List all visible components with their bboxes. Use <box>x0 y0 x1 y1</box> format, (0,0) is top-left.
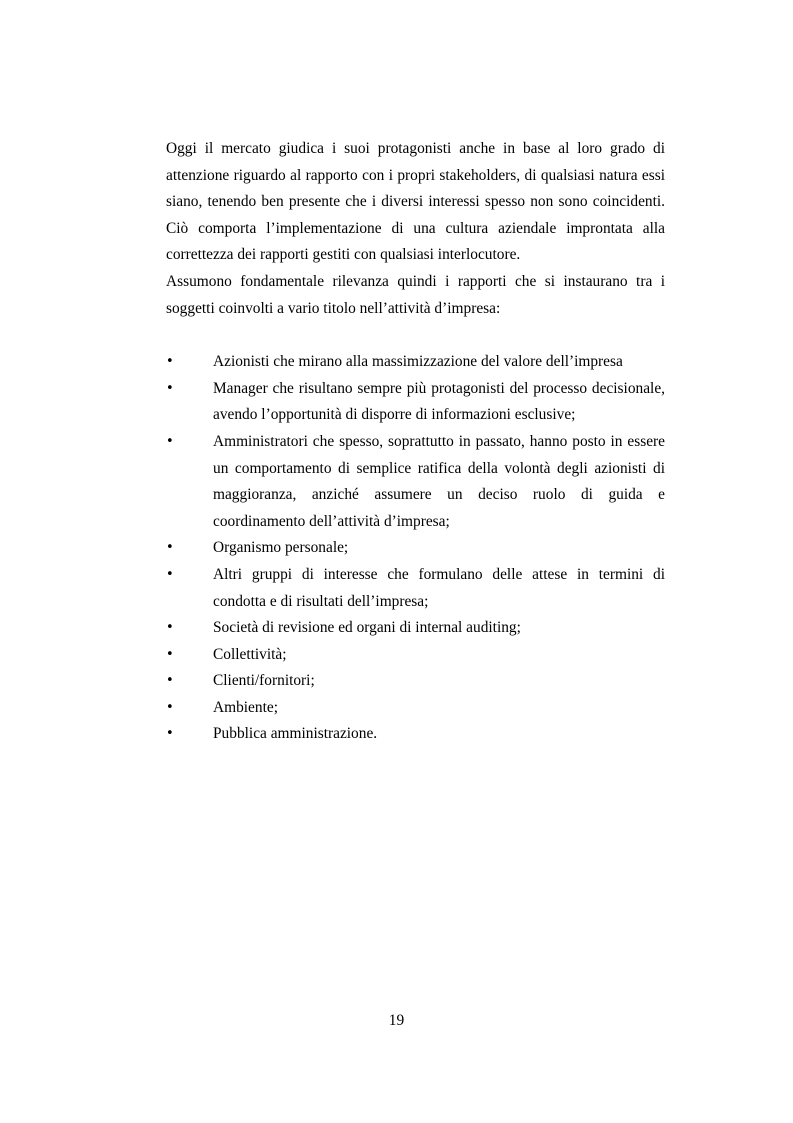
list-item <box>166 562 665 615</box>
list-item <box>166 429 665 535</box>
page-number: 19 <box>388 1012 405 1029</box>
bullet-icon: • <box>166 354 174 370</box>
list-item-text: un comportamento di semplice ratifica della volontà degli azionisti di <box>213 459 665 477</box>
list-item-text: Manager che risultano sempre più protagonisti del processo decisionale, <box>213 379 665 397</box>
list-item <box>166 695 665 722</box>
bullet-icon: • <box>166 566 174 582</box>
list-item-text: Ambiente; <box>213 698 278 716</box>
stakeholder-list <box>166 349 665 748</box>
list-item <box>166 615 665 642</box>
text-line: siano, tenendo ben presente che i diversi interessi spesso non sono coincidenti. <box>166 193 665 211</box>
list-item <box>166 668 665 695</box>
list-item <box>166 642 665 669</box>
text-line: Oggi il mercato giudica i suoi protagonisti anche in base al loro grado di <box>166 140 665 157</box>
body-text <box>166 136 665 748</box>
bullet-icon: • <box>166 646 174 662</box>
list-item-text: Amministratori che spesso, soprattutto in passato, hanno posto in essere <box>213 432 665 450</box>
list-item-text: Società di revisione ed organi di internal auditing; <box>213 619 521 637</box>
list-item-text: avendo l’opportunità di disporre di informazioni esclusive; <box>213 406 576 424</box>
bullet-icon: • <box>166 380 174 396</box>
text-line: Assumono fondamentale rilevanza quindi i rapporti che si instaurano tra i <box>166 272 665 290</box>
list-item <box>166 349 665 376</box>
list-item <box>166 721 665 748</box>
list-item-text: Collettività; <box>213 645 287 663</box>
bullet-icon: • <box>166 620 174 636</box>
bullet-icon: • <box>166 673 174 689</box>
bullet-icon: • <box>166 540 174 556</box>
list-item-text: Organismo personale; <box>213 539 349 557</box>
list-item-text: maggioranza, anziché assumere un deciso ruolo di guida e <box>213 486 665 504</box>
text-line: soggetti coinvolti a vario titolo nell’attività d’impresa: <box>166 299 501 317</box>
list-item <box>166 535 665 562</box>
bullet-icon: • <box>166 433 174 449</box>
intro-paragraph <box>166 136 665 322</box>
list-item <box>166 376 665 429</box>
list-item-text: Altri gruppi di interesse che formulano delle attese in termini di <box>213 565 665 583</box>
bullet-icon: • <box>166 699 174 715</box>
list-item-text: Clienti/fornitori; <box>213 672 315 690</box>
list-item-text: Azionisti che mirano alla massimizzazione del valore dell’impresa <box>213 353 623 371</box>
list-item-text: coordinamento dell’attività d’impresa; <box>213 512 450 530</box>
list-item-text: condotta e di risultati dell’impresa; <box>213 592 429 610</box>
bullet-icon: • <box>166 726 174 742</box>
list-item-text: Pubblica amministrazione. <box>213 725 378 743</box>
text-line: Ciò comporta l’implementazione di una cultura aziendale improntata alla <box>166 219 665 237</box>
text-line: attenzione riguardo al rapporto con i propri stakeholders, di qualsiasi natura essi <box>166 166 665 184</box>
text-line: correttezza dei rapporti gestiti con qualsiasi interlocutore. <box>166 246 521 264</box>
